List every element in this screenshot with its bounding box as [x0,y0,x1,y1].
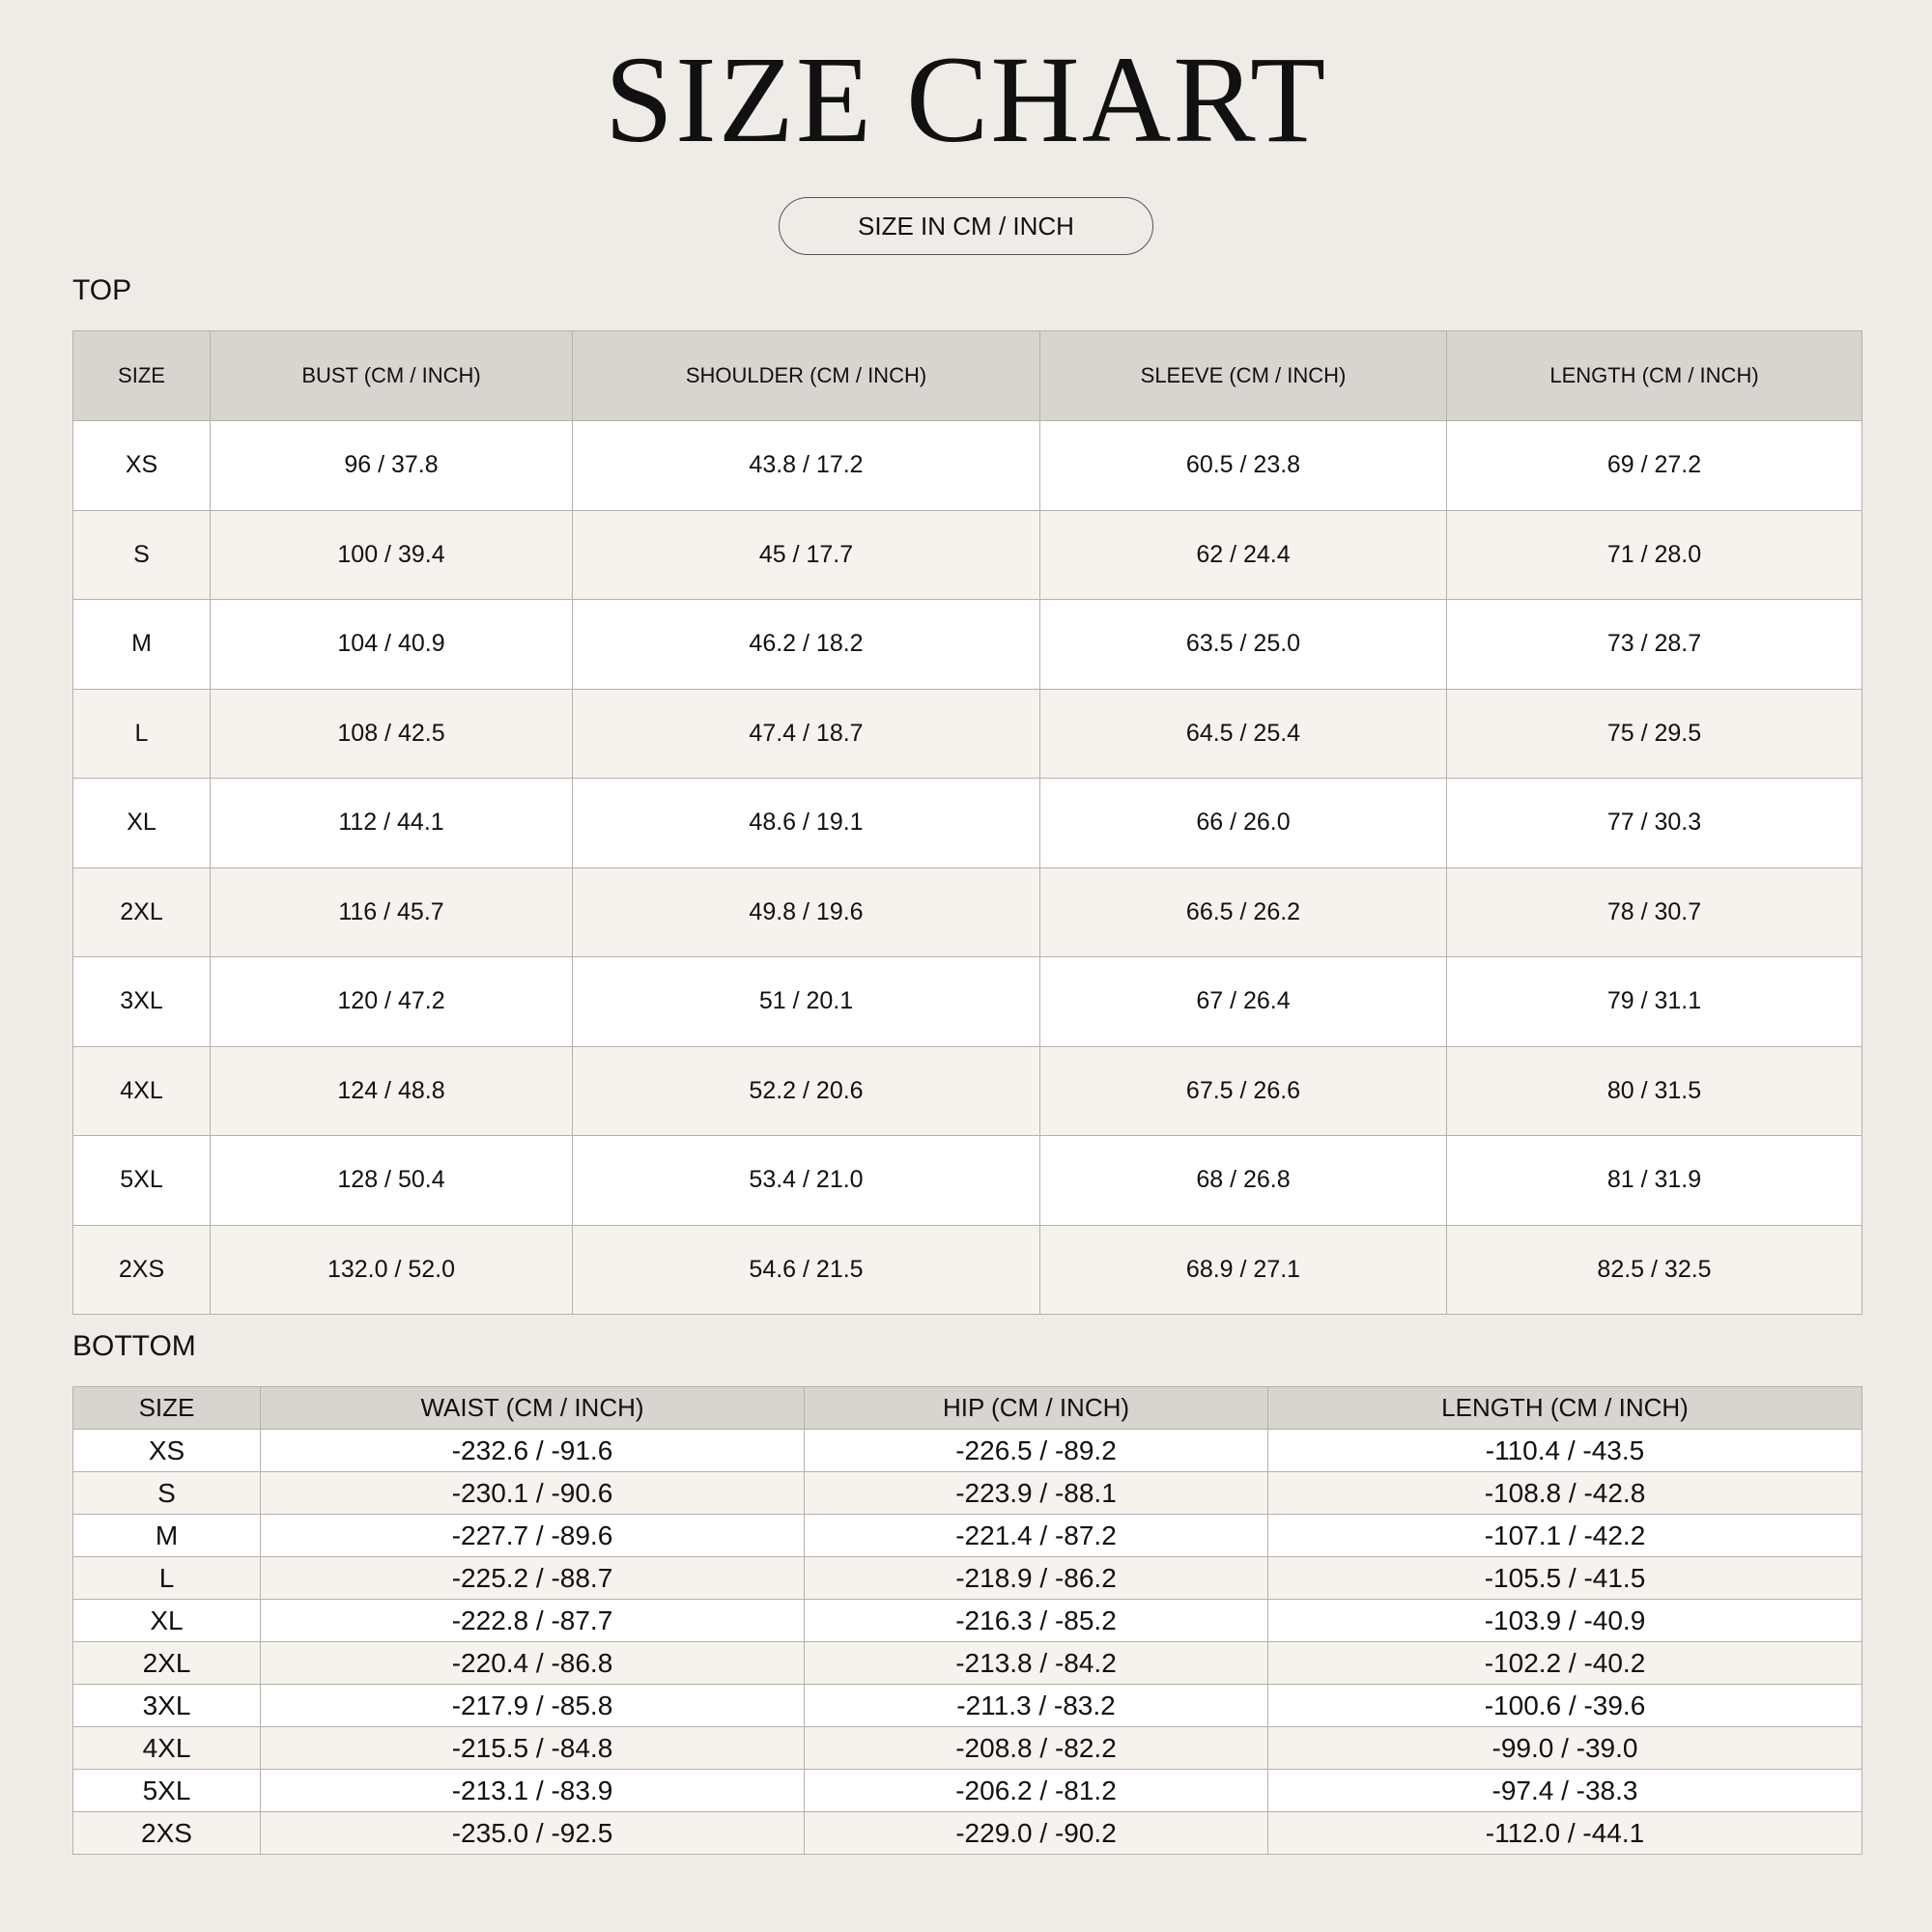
table-row [73,1770,1862,1812]
measurement-cell: 66.5 / 26.2 [1040,867,1447,957]
measurement-cell: -206.2 / -81.2 [805,1770,1268,1812]
measurement-cell: 69 / 27.2 [1447,421,1862,511]
measurement-cell: -102.2 / -40.2 [1268,1642,1862,1685]
size-cell: XS [73,1430,261,1472]
measurement-cell: 51 / 20.1 [573,957,1040,1047]
size-cell: 5XL [73,1136,211,1226]
table-row [73,1430,1862,1472]
table-row [73,1685,1862,1727]
header-cell: SHOULDER (CM / INCH) [573,331,1040,421]
measurement-cell: 78 / 30.7 [1447,867,1862,957]
size-cell: XL [73,779,211,868]
table-row [73,510,1862,600]
size-cell: M [73,600,211,690]
measurement-cell: -230.1 / -90.6 [261,1472,805,1515]
size-cell: 2XL [73,867,211,957]
header-cell: LENGTH (CM / INCH) [1268,1387,1862,1430]
table-row [73,689,1862,779]
measurement-cell: 48.6 / 19.1 [573,779,1040,868]
measurement-cell: -103.9 / -40.9 [1268,1600,1862,1642]
size-cell: 2XL [73,1642,261,1685]
measurement-cell: -227.7 / -89.6 [261,1515,805,1557]
measurement-cell: -99.0 / -39.0 [1268,1727,1862,1770]
measurement-cell: 60.5 / 23.8 [1040,421,1447,511]
table-row [73,1812,1862,1855]
measurement-cell: 68.9 / 27.1 [1040,1225,1447,1315]
measurement-cell: 120 / 47.2 [211,957,573,1047]
measurement-cell: 45 / 17.7 [573,510,1040,600]
top-size-table [72,330,1862,1315]
size-cell: 4XL [73,1727,261,1770]
measurement-cell: -220.4 / -86.8 [261,1642,805,1685]
size-cell: 5XL [73,1770,261,1812]
measurement-cell: 104 / 40.9 [211,600,573,690]
size-cell: S [73,510,211,600]
top-section-label: TOP [72,274,132,306]
measurement-cell: -97.4 / -38.3 [1268,1770,1862,1812]
size-cell: 3XL [73,1685,261,1727]
table-row [73,600,1862,690]
size-cell: 2XS [73,1225,211,1315]
measurement-cell: 73 / 28.7 [1447,600,1862,690]
measurement-cell: -107.1 / -42.2 [1268,1515,1862,1557]
table-row [73,421,1862,511]
header-cell: WAIST (CM / INCH) [261,1387,805,1430]
measurement-cell: -232.6 / -91.6 [261,1430,805,1472]
measurement-cell: -108.8 / -42.8 [1268,1472,1862,1515]
measurement-cell: -100.6 / -39.6 [1268,1685,1862,1727]
table-row [73,1225,1862,1315]
measurement-cell: 47.4 / 18.7 [573,689,1040,779]
measurement-cell: -105.5 / -41.5 [1268,1557,1862,1600]
measurement-cell: 63.5 / 25.0 [1040,600,1447,690]
measurement-cell: -223.9 / -88.1 [805,1472,1268,1515]
measurement-cell: 62 / 24.4 [1040,510,1447,600]
table-header-row [73,331,1862,421]
size-cell: XL [73,1600,261,1642]
bottom-size-table [72,1386,1862,1855]
measurement-cell: 82.5 / 32.5 [1447,1225,1862,1315]
table-row [73,1600,1862,1642]
measurement-cell: -222.8 / -87.7 [261,1600,805,1642]
measurement-cell: -235.0 / -92.5 [261,1812,805,1855]
measurement-cell: 108 / 42.5 [211,689,573,779]
measurement-cell: -226.5 / -89.2 [805,1430,1268,1472]
measurement-cell: 67.5 / 26.6 [1040,1046,1447,1136]
table-row [73,1642,1862,1685]
header-cell: SIZE [73,331,211,421]
measurement-cell: 49.8 / 19.6 [573,867,1040,957]
measurement-cell: 128 / 50.4 [211,1136,573,1226]
measurement-cell: 46.2 / 18.2 [573,600,1040,690]
measurement-cell: 43.8 / 17.2 [573,421,1040,511]
size-cell: M [73,1515,261,1557]
measurement-cell: 81 / 31.9 [1447,1136,1862,1226]
measurement-cell: 54.6 / 21.5 [573,1225,1040,1315]
header-cell: LENGTH (CM / INCH) [1447,331,1862,421]
measurement-cell: -225.2 / -88.7 [261,1557,805,1600]
table-row [73,1515,1862,1557]
measurement-cell: -112.0 / -44.1 [1268,1812,1862,1855]
size-cell: L [73,689,211,779]
measurement-cell: -110.4 / -43.5 [1268,1430,1862,1472]
measurement-cell: -218.9 / -86.2 [805,1557,1268,1600]
table-row [73,867,1862,957]
table-row [73,1727,1862,1770]
measurement-cell: -208.8 / -82.2 [805,1727,1268,1770]
measurement-cell: 67 / 26.4 [1040,957,1447,1047]
page-title: SIZE CHART [604,31,1328,168]
table-row [73,957,1862,1047]
size-cell: S [73,1472,261,1515]
measurement-cell: 68 / 26.8 [1040,1136,1447,1226]
measurement-cell: 112 / 44.1 [211,779,573,868]
measurement-cell: 64.5 / 25.4 [1040,689,1447,779]
table-header-row [73,1387,1862,1430]
measurement-cell: 52.2 / 20.6 [573,1046,1040,1136]
table-row [73,1046,1862,1136]
unit-badge: SIZE IN CM / INCH [779,197,1153,255]
measurement-cell: 96 / 37.8 [211,421,573,511]
table-row [73,779,1862,868]
table-row [73,1136,1862,1226]
size-cell: 2XS [73,1812,261,1855]
table-row [73,1557,1862,1600]
measurement-cell: 132.0 / 52.0 [211,1225,573,1315]
measurement-cell: -229.0 / -90.2 [805,1812,1268,1855]
bottom-section-label: BOTTOM [72,1330,196,1362]
measurement-cell: 116 / 45.7 [211,867,573,957]
measurement-cell: 100 / 39.4 [211,510,573,600]
header-cell: HIP (CM / INCH) [805,1387,1268,1430]
measurement-cell: 53.4 / 21.0 [573,1136,1040,1226]
size-cell: 3XL [73,957,211,1047]
size-cell: L [73,1557,261,1600]
header-cell: BUST (CM / INCH) [211,331,573,421]
measurement-cell: -213.1 / -83.9 [261,1770,805,1812]
measurement-cell: 80 / 31.5 [1447,1046,1862,1136]
header-cell: SIZE [73,1387,261,1430]
measurement-cell: -221.4 / -87.2 [805,1515,1268,1557]
size-cell: XS [73,421,211,511]
measurement-cell: 77 / 30.3 [1447,779,1862,868]
measurement-cell: -217.9 / -85.8 [261,1685,805,1727]
size-cell: 4XL [73,1046,211,1136]
measurement-cell: -211.3 / -83.2 [805,1685,1268,1727]
measurement-cell: 66 / 26.0 [1040,779,1447,868]
header-cell: SLEEVE (CM / INCH) [1040,331,1447,421]
measurement-cell: 71 / 28.0 [1447,510,1862,600]
measurement-cell: 124 / 48.8 [211,1046,573,1136]
measurement-cell: 75 / 29.5 [1447,689,1862,779]
measurement-cell: -216.3 / -85.2 [805,1600,1268,1642]
measurement-cell: 79 / 31.1 [1447,957,1862,1047]
measurement-cell: -215.5 / -84.8 [261,1727,805,1770]
measurement-cell: -213.8 / -84.2 [805,1642,1268,1685]
table-row [73,1472,1862,1515]
